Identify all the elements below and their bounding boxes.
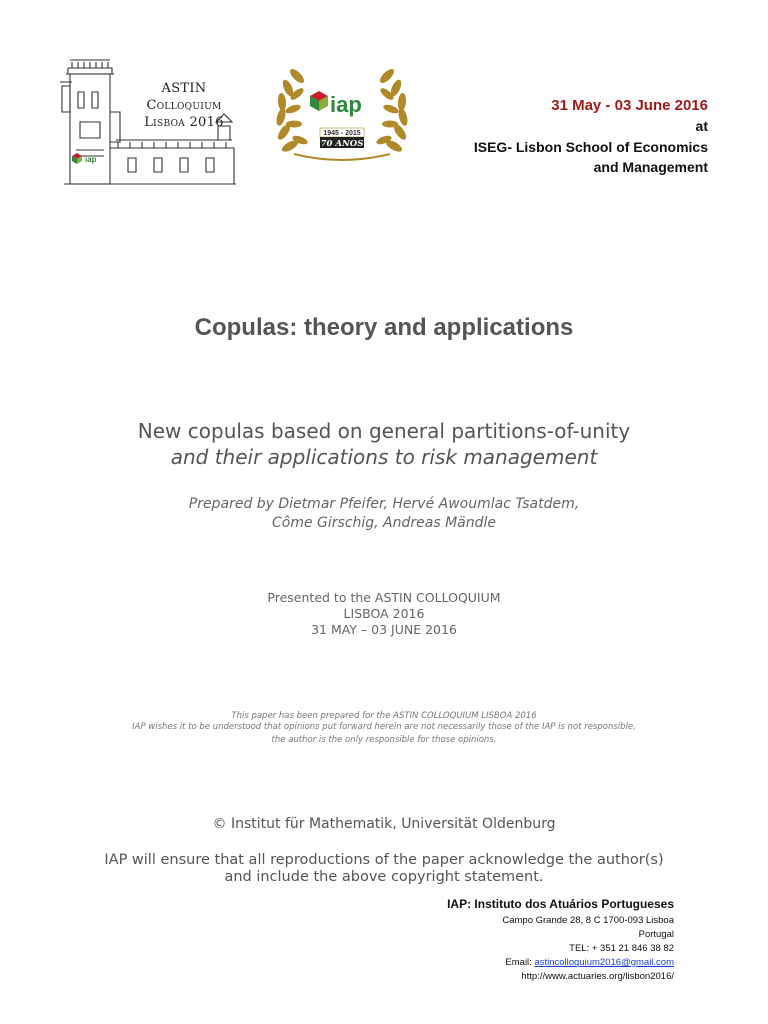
disclaimer-line3: the author is the only responsible for those opinions. [271, 735, 497, 745]
presented-to: Presented to the ASTIN COLLOQUIUM [267, 590, 501, 605]
presented-location: LISBOA 2016 [343, 606, 425, 621]
paper-subtitle-line1: New copulas based on general partitions-of-unity [137, 419, 631, 443]
iap-cube-icon [310, 91, 328, 111]
contact-organization: IAP: Instituto dos Atuários Portugueses [447, 897, 674, 911]
disclaimer-line2: IAP wishes it to be understood that opinions put forward herein are not necessarily those of the IAP is not responsible, [132, 722, 636, 732]
contact-email-label: Email: [505, 957, 535, 968]
event-venue-line1: ISEG- Lisbon School of Economics [473, 139, 708, 155]
iap-years-text: 1945 - 2015 [323, 130, 361, 137]
contact-website[interactable]: http://www.actuaries.org/lisbon2016/ [521, 971, 674, 982]
iap-mini-badge-icon [72, 153, 82, 164]
event-date: 31 May - 03 June 2016 [551, 97, 708, 114]
paper-subtitle-line2: and their applications to risk management [170, 445, 598, 469]
iap-anniversary-logo [272, 62, 412, 166]
contact-street: Campo Grande 28, 8 C 1700-093 Lisboa [502, 915, 674, 926]
reproduction-line2: and include the above copyright statement. [224, 869, 544, 885]
astin-logo-line2: Colloquium [146, 98, 222, 113]
copyright-notice: © Institut für Mathematik, Universität Oldenburg [212, 816, 556, 832]
contact-country: Portugal [638, 929, 674, 940]
iap-anniversary-text: 70 ANOS [320, 139, 364, 149]
authors-line2: Côme Girschig, Andreas Mändle [271, 515, 497, 531]
presented-dates: 31 MAY – 03 JUNE 2016 [311, 622, 457, 637]
astin-colloquium-logo [58, 52, 238, 190]
disclaimer-line1: This paper has been prepared for the ASTIN COLLOQUIUM LISBOA 2016 [231, 711, 537, 721]
astin-logo-line3: Lisboa 2016 [144, 115, 224, 130]
contact-email-link[interactable]: astincolloquium2016@gmail.com [534, 957, 674, 968]
event-venue-line2: and Management [593, 159, 708, 175]
laurel-wreath-icon [272, 62, 412, 166]
iap-mini-badge-text: iap [85, 155, 97, 164]
astin-logo-text [130, 80, 238, 131]
paper-title: Copulas: theory and applications [194, 314, 574, 341]
event-at: at [695, 118, 708, 134]
contact-telephone: TEL: + 351 21 846 38 82 [569, 943, 674, 954]
astin-logo-line1: ASTIN [161, 81, 207, 96]
contact-email [505, 957, 674, 968]
authors-line1: Prepared by Dietmar Pfeifer, Hervé Awoumlac Tsatdem, [188, 496, 580, 512]
reproduction-line1: IAP will ensure that all reproductions of the paper acknowledge the author(s) [104, 852, 664, 868]
iap-brand-text: iap [330, 92, 362, 117]
